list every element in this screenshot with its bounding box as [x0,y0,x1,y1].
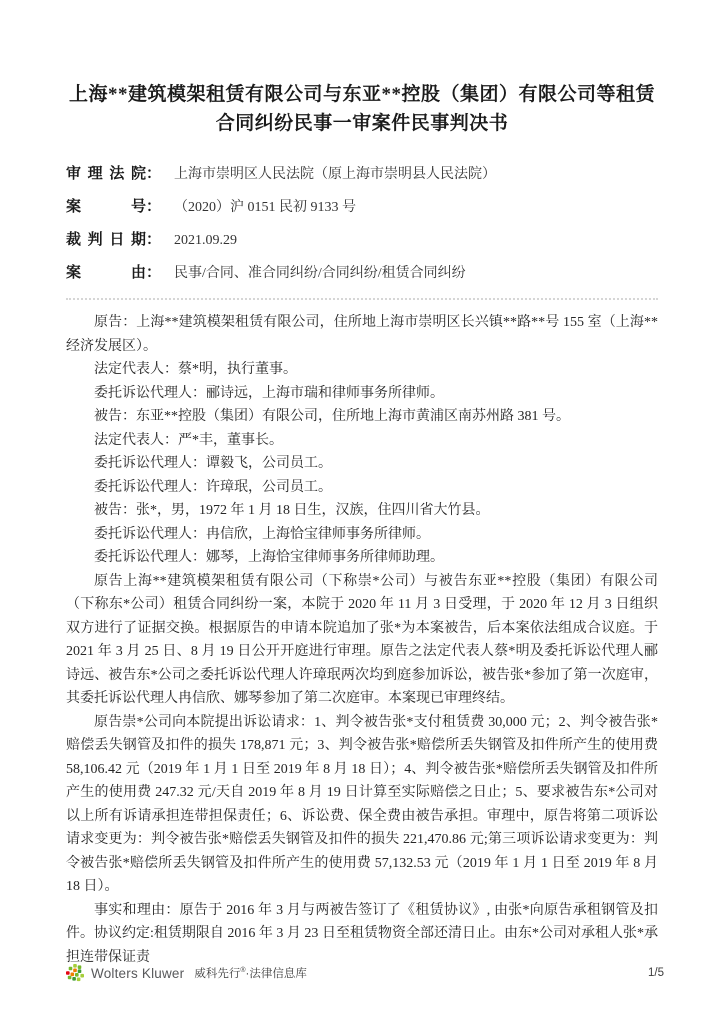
meta-label [66,197,161,217]
brand-cn-text: 威科先行 [194,968,241,980]
meta-label-text: 审理法院 [66,166,146,182]
meta-label-colon: ： [146,166,162,182]
brand-name-en: Wolters Kluwer [91,965,185,981]
paragraph: 原告崇*公司向本院提出诉讼请求：1、判令被告张*支付租赁费 30,000 元；2、判令被告张*赔偿丢失钢管及扣件的损失 178,871 元；3、判令被告张*赔偿所丢失钢管及扣件所产生的使用费 58,106.42 元（2019 年 1 月 1 日至 2019 年 8 月 18 日）；4、判令被告张*赔偿所丢失钢管及扣件所产生的使用费 247.32 元/天自 2019 年 8 月 19 日计算至实际赔偿之日止；5、要求被告东*公司对以上所有诉请承担连带担保责任；6、诉讼费、保全费由被告承担。审理中，原告将第二项诉讼请求变更为：判令被告张*赔偿丢失钢管及扣件的损失 221,470.86 元;第三项诉讼请求变更为：判令被告张*赔偿所丢失钢管及扣件所产生的使用费 57,132.53 元（2019 年 1 月 1 日至 2019 年 8 月 18 日）。 [66,714,658,894]
paragraph: 原告上海**建筑模架租赁有限公司（下称崇*公司）与被告东亚**控股（集团）有限公司（下称东*公司）租赁合同纠纷一案，本院于 2020 年 11 月 3 日受理，于 2020 年 12 月 3 日组织双方进行了证据交换。根据原告的申请本院追加了张*为本案被告，后本案依法组成合议庭。于 2021 年 3 月 25 日、8 月 19 日公开开庭进行审理。原告之法定代表人蔡*明及委托诉讼代理人郦诗远、被告东*公司之委托诉讼代理人许璋珉两次均到庭参加诉讼，被告张*参加了第一次庭审，其委托诉讼代理人冉信欣、娜琴参加了第二次庭审。本案现已审理终结。 [66,573,658,706]
paragraph: 法定代表人：严*丰，董事长。 [94,432,283,448]
meta-label-text: 裁判日期 [66,232,146,248]
meta-value: 上海市崇明区人民法院（原上海市崇明县人民法院） [174,167,497,182]
paragraph: 委托诉讼代理人：冉信欣，上海恰宝律师事务所律师。 [94,526,430,542]
paragraph: 委托诉讼代理人：许璋珉，公司员工。 [94,479,332,495]
meta-label [66,230,161,250]
meta-label-colon: ： [146,265,162,281]
meta-label [66,263,161,283]
footer-brand [66,964,307,982]
meta-row [66,164,658,185]
paragraph: 法定代表人：蔡*明，执行董事。 [94,362,297,377]
paragraph: 事实和理由：原告于 2016 年 3 月与两被告签订了《租赁协议》, 由张*向原告承租钢管及扣件。协议约定:租赁期限自 2016 年 3 月 23 日至租赁物资全部还清日止。由东*公司对承租人张*承担连带保证责 [66,902,658,965]
meta-label-colon: ： [146,199,162,215]
document-title: 上海**建筑模架租赁有限公司与东亚**控股（集团）有限公司等租赁合同纠纷民事一审案件民事判决书 [68,84,655,134]
meta-label-text: 案号 [66,199,146,215]
paragraph: 委托诉讼代理人：娜琴，上海恰宝律师事务所律师助理。 [94,550,444,565]
meta-label-colon: ： [146,232,162,248]
meta-row [66,197,658,218]
document-body [66,311,658,969]
meta-row [66,230,658,251]
registered-mark: ® [240,967,246,975]
dotted-separator [66,298,658,300]
meta-block [66,164,658,284]
page-footer [66,964,664,982]
product-suffix: ·法律信息库 [245,968,307,980]
meta-label-text: 案由 [66,265,146,281]
meta-label [66,164,161,184]
page-number: 1/5 [648,967,664,979]
paragraph: 委托诉讼代理人：郦诗远，上海市瑞和律师事务所律师。 [94,385,444,401]
paragraph: 被告：张*，男，1972 年 1 月 18 日生，汉族，住四川省大竹县。 [94,503,490,518]
meta-value: （2020）沪 0151 民初 9133 号 [174,200,357,215]
paragraph: 委托诉讼代理人：谭毅飞，公司员工。 [94,456,332,471]
meta-value: 民事/合同、准合同纠纷/合同纠纷/租赁合同纠纷 [174,266,466,281]
brand-name-cn [194,965,307,981]
meta-value: 2021.09.29 [174,233,238,248]
paragraph: 原告：上海**建筑模架租赁有限公司，住所地上海市崇明区长兴镇**路**号 155 室（上海**经济发展区）。 [66,315,658,354]
wolters-kluwer-logo-icon [66,964,84,982]
paragraph: 被告：东亚**控股（集团）有限公司，住所地上海市黄浦区南苏州路 381 号。 [94,409,570,424]
meta-row [66,263,658,284]
